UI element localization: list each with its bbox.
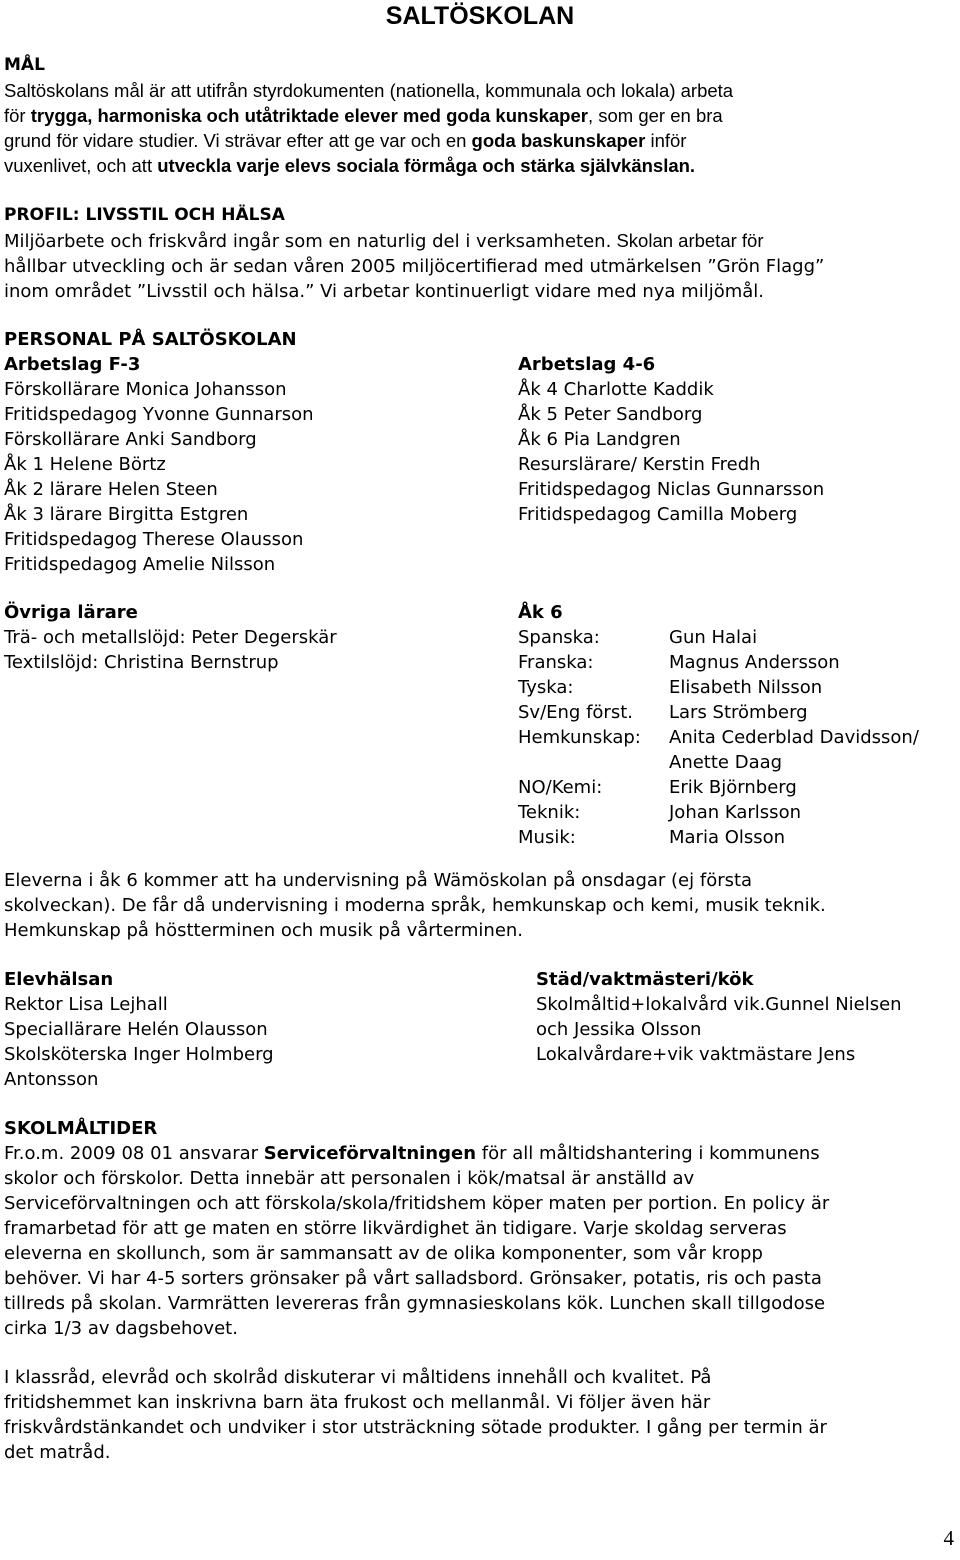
profil-line-1 xyxy=(4,228,954,254)
mal-text: vuxenlivet, och att xyxy=(4,155,153,176)
paragraph-line xyxy=(4,1141,954,1166)
arbetslag-4-6-heading: Arbetslag 4-6 xyxy=(518,354,656,375)
staff-item: Resurslärare/ Kerstin Fredh xyxy=(518,454,761,475)
arbetslag-4-6 xyxy=(518,352,824,527)
mal-emphasis-1: trygga, harmoniska och utåtriktade elever med goda kunskaper xyxy=(30,105,588,126)
mal-text: , som ger en bra xyxy=(587,105,723,126)
teacher: Anita Cederblad Davidsson/ xyxy=(669,727,919,748)
staff-item: Rektor Lisa Lejhall xyxy=(4,994,168,1015)
arbetslag-f3 xyxy=(4,352,314,577)
teacher: Anette Daag xyxy=(669,752,783,773)
subject: Teknik: xyxy=(518,802,581,823)
ovriga-heading: Övriga lärare xyxy=(4,602,138,623)
subject: Musik: xyxy=(518,827,576,848)
staff-item: Åk 2 lärare Helen Steen xyxy=(4,479,218,500)
staff-item: Fritidspedagog Camilla Moberg xyxy=(518,504,798,525)
teacher: Erik Björnberg xyxy=(669,777,797,798)
subject: Tyska: xyxy=(518,677,574,698)
ak6-row xyxy=(518,700,919,725)
teacher: Maria Olsson xyxy=(669,827,786,848)
page-title: SALTÖSKOLAN xyxy=(385,2,575,30)
ak6-row xyxy=(518,800,919,825)
teacher-item: Textilslöjd: Christina Bernstrup xyxy=(4,652,279,673)
staff-item: Fritidspedagog Amelie Nilsson xyxy=(4,554,276,575)
ak6-row xyxy=(518,675,919,700)
ak6-row xyxy=(518,625,919,650)
paragraph-line: det matråd. xyxy=(4,1442,111,1463)
ak6-row xyxy=(518,650,919,675)
teacher-item: Trä- och metallslöjd: Peter Degerskär xyxy=(4,627,337,648)
staff-item: Fritidspedagog Therese Olausson xyxy=(4,529,304,550)
mal-text: för xyxy=(4,105,26,126)
ak6-teachers xyxy=(518,600,919,850)
subject: Hemkunskap: xyxy=(518,727,641,748)
text: för all måltidshantering i kommunens xyxy=(481,1143,820,1164)
paragraph-line: fritidshemmet kan inskrivna barn äta frukost och mellanmål. Vi följer även här xyxy=(4,1392,711,1413)
wamo-paragraph xyxy=(4,868,954,943)
staff-item: Åk 3 lärare Birgitta Estgren xyxy=(4,504,249,525)
mal-emphasis-3: utveckla varje elevs sociala förmåga och stärka självkänslan. xyxy=(157,155,696,176)
text: Fr.o.m. 2009 08 01 ansvarar xyxy=(4,1143,259,1164)
ak6-heading: Åk 6 xyxy=(518,602,563,623)
paragraph-line: eleverna en skollunch, som är sammansatt av de olika komponenter, som vår kropp xyxy=(4,1243,763,1264)
emphasis: Serviceförvaltningen xyxy=(263,1143,477,1164)
mal-line-4 xyxy=(4,153,954,178)
paragraph-line: Hemkunskap på höstterminen och musik på vårterminen. xyxy=(4,920,524,941)
teacher: Elisabeth Nilsson xyxy=(669,677,823,698)
paragraph-line: Serviceförvaltningen och att förskola/skola/fritidshem köper maten per portion. En policy är xyxy=(4,1193,830,1214)
mal-line-1: Saltöskolans mål är att utifrån styrdokumenten (nationella, kommunala och lokala) arbeta xyxy=(4,80,734,101)
staff-item: Fritidspedagog Yvonne Gunnarson xyxy=(4,404,314,425)
personal-heading: PERSONAL PÅ SALTÖSKOLAN xyxy=(4,329,297,350)
staff-item: Antonsson xyxy=(4,1069,99,1090)
paragraph-line: Eleverna i åk 6 kommer att ha undervisning på Wämöskolan på onsdagar (ej första xyxy=(4,870,753,891)
subject: Franska: xyxy=(518,652,594,673)
subject: NO/Kemi: xyxy=(518,777,603,798)
teacher: Magnus Andersson xyxy=(669,652,840,673)
profil-text: Miljöarbete och friskvård ingår som en naturlig del i verksamheten. xyxy=(4,231,612,252)
staff-item: Förskollärare Monica Johansson xyxy=(4,379,287,400)
ak6-row xyxy=(518,725,919,750)
paragraph-line: skolor och förskolor. Detta innebär att personalen i kök/matsal är anställd av xyxy=(4,1168,695,1189)
paragraph-line: friskvårdstänkandet och undviker i stor utsträckning sötade produkter. I gång per termin är xyxy=(4,1417,827,1438)
paragraph-line: I klassråd, elevråd och skolråd diskuterar vi måltidens innehåll och kvalitet. På xyxy=(4,1367,712,1388)
skolmaltider-heading: SKOLMÅLTIDER xyxy=(4,1118,158,1139)
staff-item: Speciallärare Helén Olausson xyxy=(4,1019,268,1040)
mal-emphasis-2: goda baskunskaper xyxy=(471,130,646,151)
staff-item: Förskollärare Anki Sandborg xyxy=(4,429,257,450)
profil-text: inom området ”Livsstil och hälsa.” xyxy=(4,281,315,302)
mal-text: inför xyxy=(650,130,687,151)
teacher: Lars Strömberg xyxy=(669,702,808,723)
staff-item: och Jessika Olsson xyxy=(536,1019,702,1040)
mal-text: grund för vidare studier. Vi strävar efter att ge var och en xyxy=(4,130,467,151)
staff-item: Åk 1 Helene Börtz xyxy=(4,454,166,475)
profil-heading: PROFIL: LIVSSTIL OCH HÄLSA xyxy=(4,205,285,225)
profil-line-3 xyxy=(4,279,954,304)
staff-item: Lokalvårdare+vik vaktmästare Jens xyxy=(536,1044,856,1065)
ak6-row xyxy=(518,775,919,800)
profil-line-2: hållbar utveckling och är sedan våren 2005 miljöcertifierad med utmärkelsen ”Grön Flagg” xyxy=(4,256,825,277)
staff-item: Åk 6 Pia Landgren xyxy=(518,429,681,450)
skolmaltider-section xyxy=(4,1116,954,1465)
paragraph-line: skolveckan). De får då undervisning i moderna språk, hemkunskap och kemi, musik teknik. xyxy=(4,895,826,916)
stad-vaktmasteri-kok xyxy=(536,967,902,1067)
stad-heading: Städ/vaktmästeri/kök xyxy=(536,969,754,990)
teacher: Gun Halai xyxy=(669,627,758,648)
spacer xyxy=(4,1341,954,1365)
elevhalsan xyxy=(4,967,274,1092)
staff-item: Åk 4 Charlotte Kaddik xyxy=(518,379,714,400)
paragraph-line: cirka 1/3 av dagsbehovet. xyxy=(4,1318,238,1339)
elevhalsan-heading: Elevhälsan xyxy=(4,969,114,990)
mal-line-3 xyxy=(4,128,954,153)
staff-item: Skolmåltid+lokalvård vik.Gunnel Nielsen xyxy=(536,994,902,1015)
staff-item: Skolsköterska Inger Holmberg xyxy=(4,1044,274,1065)
ak6-row xyxy=(518,750,919,775)
profil-text-arial: Skolan arbetar för xyxy=(611,230,764,251)
mal-section xyxy=(4,53,954,178)
subject: Spanska: xyxy=(518,627,600,648)
ovriga-larare xyxy=(4,600,337,675)
staff-item: Åk 5 Peter Sandborg xyxy=(518,404,703,425)
staff-item: Fritidspedagog Niclas Gunnarsson xyxy=(518,479,825,500)
teacher: Johan Karlsson xyxy=(669,802,801,823)
paragraph-line: framarbetad för att ge maten en större likvärdighet än tidigare. Varje skoldag serveras xyxy=(4,1218,787,1239)
paragraph-line: tillreds på skolan. Varmrätten levereras från gymnasieskolans kök. Lunchen skall tillgodose xyxy=(4,1293,826,1314)
page-number: 4 xyxy=(943,1526,954,1550)
paragraph-line: behöver. Vi har 4-5 sorters grönsaker på vårt salladsbord. Grönsaker, potatis, ris och pasta xyxy=(4,1268,822,1289)
mal-line-2 xyxy=(4,103,954,128)
mal-heading: MÅL xyxy=(4,55,45,75)
arbetslag-f3-heading: Arbetslag F-3 xyxy=(4,354,141,375)
subject: Sv/Eng först. xyxy=(518,702,633,723)
profil-section xyxy=(4,203,954,304)
profil-text: Vi arbetar kontinuerligt vidare med nya miljömål. xyxy=(314,281,764,302)
ak6-row xyxy=(518,825,919,850)
